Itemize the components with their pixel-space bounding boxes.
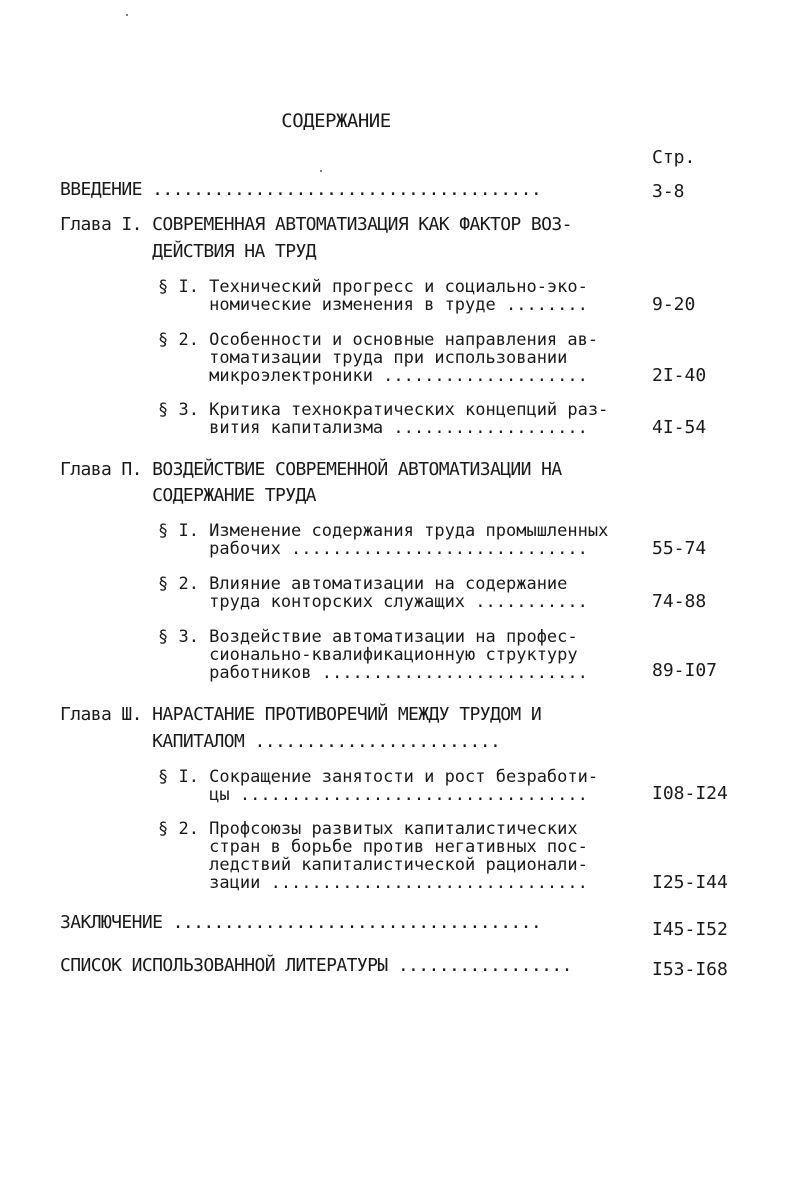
page-column-header: Стр. bbox=[652, 147, 696, 168]
scan-speck bbox=[126, 14, 128, 16]
toc-section-2-3: § 3. Воздействие автоматизации на профес- bbox=[158, 627, 578, 647]
toc-section-2-1-pages: 55-74 bbox=[652, 538, 707, 559]
toc-section-1-2-cont: томатизации труда при использовании bbox=[158, 348, 568, 368]
toc-chapter-2-title: Глава П. ВОЗДЕЙСТВИЕ СОВРЕМЕННОЙ АВТОМАТИЗАЦИИ НА bbox=[60, 459, 562, 480]
toc-section-3-1-cont: цы .................................. bbox=[158, 785, 588, 805]
toc-intro-pages: 3-8 bbox=[652, 181, 685, 202]
toc-section-2-2-cont: труда конторских служащих ........... bbox=[158, 592, 588, 612]
toc-section-1-2-pages: 2I-40 bbox=[652, 365, 707, 386]
scan-speck bbox=[320, 170, 322, 172]
toc-section-1-2-cont2: микроэлектроники .................... bbox=[158, 366, 588, 386]
toc-bibliography: СПИСОК ИСПОЛЬЗОВАННОЙ ЛИТЕРАТУРЫ ................. bbox=[60, 955, 572, 976]
toc-conclusion-pages: I45-I52 bbox=[652, 919, 728, 940]
toc-section-2-2-pages: 74-88 bbox=[652, 591, 707, 612]
toc-section-3-2-pages: I25-I44 bbox=[652, 872, 728, 893]
toc-section-1-3: § 3. Критика технократических концепций раз- bbox=[158, 400, 609, 420]
toc-section-2-1-cont: рабочих ............................. bbox=[158, 539, 588, 559]
toc-section-2-3-pages: 89-I07 bbox=[652, 660, 718, 681]
page-title: СОДЕРЖАНИЕ bbox=[281, 110, 391, 132]
toc-section-3-2: § 2. Профсоюзы развитых капиталистических bbox=[158, 819, 578, 839]
toc-section-3-2-cont: стран в борьбе против негативных пос- bbox=[158, 837, 588, 857]
toc-section-2-2: § 2. Влияние автоматизации на содержание bbox=[158, 574, 568, 594]
toc-section-2-3-cont: сионально-квалификационную структуру bbox=[158, 645, 578, 665]
toc-section-3-2-cont2: ледствий капиталистической рационали- bbox=[158, 855, 588, 875]
toc-bibliography-pages: I53-I68 bbox=[652, 959, 728, 980]
toc-section-3-2-cont3: зации ............................... bbox=[158, 873, 588, 893]
toc-section-3-1-pages: I08-I24 bbox=[652, 783, 728, 804]
toc-section-1-3-pages: 4I-54 bbox=[652, 417, 707, 438]
toc-section-3-1: § I. Сокращение занятости и рост безработи- bbox=[158, 767, 599, 787]
toc-chapter-3-title-cont: КАПИТАЛОМ ........................ bbox=[60, 731, 501, 752]
toc-section-1-1-pages: 9-20 bbox=[652, 294, 696, 315]
toc-section-2-3-cont2: работников .......................... bbox=[158, 663, 588, 683]
toc-intro: ВВЕДЕНИЕ ...................................... bbox=[60, 179, 542, 200]
toc-chapter-2-title-cont: СОДЕРЖАНИЕ ТРУДА bbox=[60, 485, 316, 506]
toc-section-1-1: § I. Технический прогресс и социально-эко- bbox=[158, 277, 588, 297]
toc-conclusion: ЗАКЛЮЧЕНИЕ .................................... bbox=[60, 912, 542, 933]
toc-chapter-3-title: Глава Ш. НАРАСТАНИЕ ПРОТИВОРЕЧИЙ МЕЖДУ ТРУДОМ И bbox=[60, 704, 542, 725]
toc-chapter-1-title-cont: ДЕЙСТВИЯ НА ТРУД bbox=[60, 241, 316, 262]
toc-section-1-2: § 2. Особенности и основные направления ав- bbox=[158, 330, 599, 350]
toc-section-2-1: § I. Изменение содержания труда промышленных bbox=[158, 521, 609, 541]
toc-chapter-1-title: Глава I. СОВРЕМЕННАЯ АВТОМАТИЗАЦИЯ КАК ФАКТОР ВОЗ- bbox=[60, 214, 572, 235]
toc-section-1-1-cont: номические изменения в труде ........ bbox=[158, 295, 588, 315]
toc-section-1-3-cont: вития капитализма ................... bbox=[158, 418, 588, 438]
